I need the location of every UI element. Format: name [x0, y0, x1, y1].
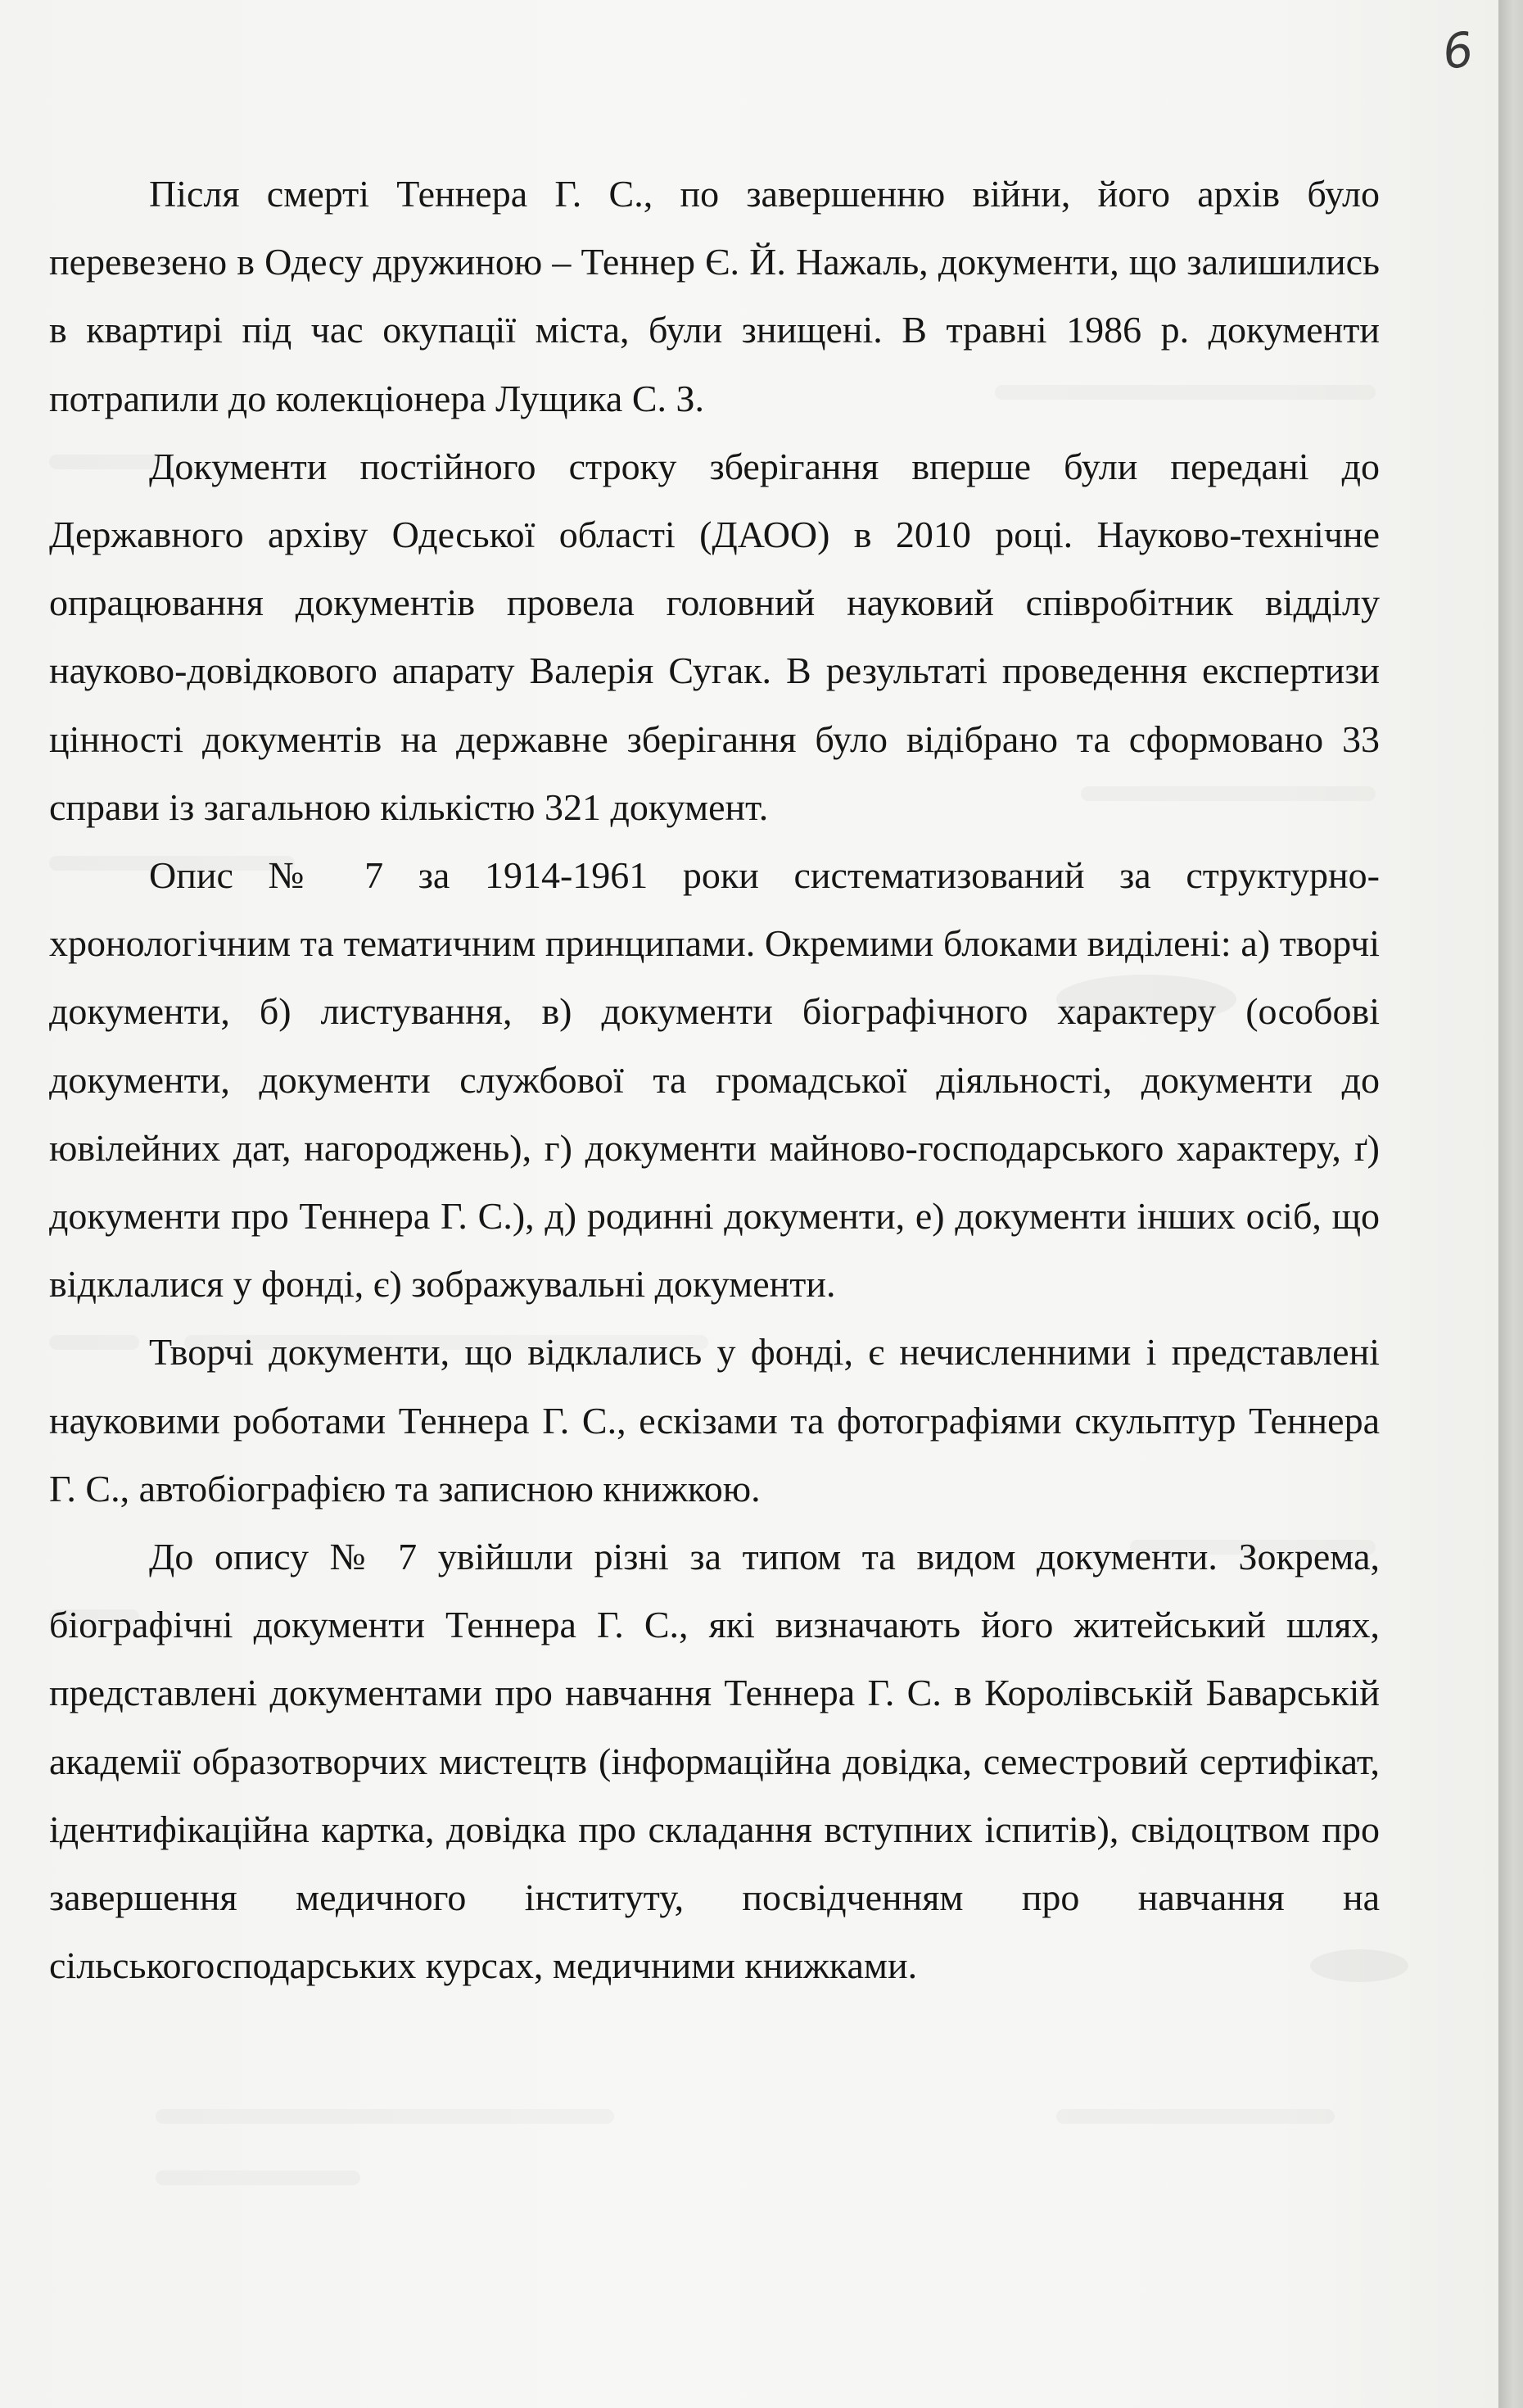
paragraph-inventory-structure: Опис № 7 за 1914-1961 роки систематизований за структурно-хронологічним та тематичним принципами. Окремими блоками виділені: а) творчі документи, б) листування, в) документи біографічного характеру (особові документи, документи службової та громадської діяльності, документи до ювілейних дат, нагороджень), г) документи майново-господарського характеру, ґ) документи про Теннера Г. С.), д) родинні документи, е) документи інших осіб, що відклалися у фонді, є) зображувальні документи.: [49, 854, 1380, 1306]
scan-background-edge: [1498, 0, 1523, 2408]
paragraph-creative-documents: Творчі документи, що відклались у фонді, є нечисленними і представлені науковими роботами Теннера Г. С., ескізами та фотографіями скульптур Теннера Г. С., автобіографією та записною книжкою.: [49, 1331, 1380, 1510]
document-body: [49, 160, 1380, 1999]
paragraph-archive-transfer: Документи постійного строку зберігання вперше були передані до Державного архіву Одеської області (ДАОО) в 2010 році. Науково-технічне опрацювання документів провела головний науковий співробітник відділу науково-довідкового апарату Валерія Сугак. В результаті проведення експертизи цінності документів на державне зберігання було відібрано та сформовано 33 справи із загальною кількістю 321 документ.: [49, 445, 1380, 828]
page-number: 6: [1439, 20, 1477, 81]
paragraph-archive-history: Після смерті Теннера Г. С., по завершенню війни, його архів було перевезено в Одесу дружиною – Теннер Є. Й. Нажаль, документи, що залишились в квартирі під час окупації міста, були знищені. В травні 1986 р. документи потрапили до колекціонера Лущика С. З.: [49, 173, 1380, 419]
paragraph-biographical-documents: До опису № 7 увійшли різні за типом та видом документи. Зокрема, біографічні документи Теннера Г. С., які визначають його житейський шлях, представлені документами про навчання Теннера Г. С. в Королівській Баварській академії образотворчих мистецтв (інформаційна довідка, семестровий сертифікат, ідентифікаційна картка, довідка про складання вступних іспитів), свідоцтвом про завершення медичного інституту, посвідченням про навчання на сільськогосподарських курсах, медичними книжками.: [49, 1536, 1380, 1987]
